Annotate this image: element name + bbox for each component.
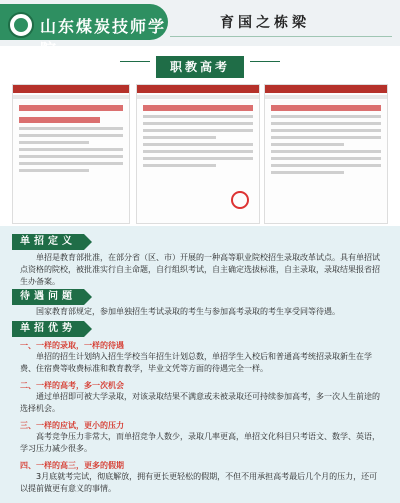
school-name: 山东煤炭技师学院 <box>40 17 167 59</box>
header-banner <box>0 0 400 59</box>
school-logo-icon <box>8 12 34 38</box>
document-screenshot-3 <box>264 84 388 224</box>
school-banner <box>0 4 168 59</box>
decorative-line <box>170 36 392 37</box>
definition-text: 单招是教育部批准，在部分省（区、市）开展的一种高等职业院校招生录取改革试点。具有单招试点资格的院校，被批准实行自主命题，自行组织考试，自主确定选拔标准，自主录取，录取结果报省招生办备案。 <box>20 253 380 286</box>
main-title: 职教高考 <box>156 56 244 78</box>
section-title-advantages: 单招优势 <box>12 321 84 337</box>
advantage-1-title: 一、一样的录取，一样的待遇 <box>20 341 124 350</box>
advantage-2-text: 通过单招即可被大学录取，对该录取结果不满意或未被录取还可持续参加高考，多一次人生前途的选择机会。 <box>20 392 380 413</box>
section-title-target: 待遇问题 <box>12 289 84 305</box>
document-screenshot-1 <box>12 84 130 224</box>
section-title-definition: 单招定义 <box>12 234 84 250</box>
main-title-wrap <box>0 56 400 80</box>
document-screenshot-2 <box>136 84 260 224</box>
advantage-4-title: 四、一样的高三，更多的假期 <box>20 461 124 470</box>
advantage-1-text: 单招的招生计划纳入招生学校当年招生计划总数，单招学生入校后和普通高考统招录取新生在学费、住宿费等收费标准和教育教学，毕业文凭等方面的待遇完全一样。 <box>20 352 372 373</box>
advantage-3-text: 高考竞争压力非常大，而单招竞争人数少，录取几率更高，单招文化科目只考语文、数学、英语，学习压力减少很多。 <box>20 432 380 453</box>
motto-text: 育国之栋梁 <box>220 15 310 31</box>
advantage-2-title: 二、一样的高考，多一次机会 <box>20 381 124 390</box>
seal-icon <box>231 191 249 209</box>
target-text: 国家教育部规定，参加单独招生考试录取的考生与参加高考录取的考生享受同等待遇。 <box>36 307 340 316</box>
document-screenshots <box>12 84 388 224</box>
advantage-3-title: 三、一样的应试，更小的压力 <box>20 421 124 430</box>
advantage-4-text: 3月底就考完试，彻底解放，拥有更长更轻松的假期，不但不用承担高考最后几个月的压力，还可以提前做更有意义的事情。 <box>20 472 378 493</box>
